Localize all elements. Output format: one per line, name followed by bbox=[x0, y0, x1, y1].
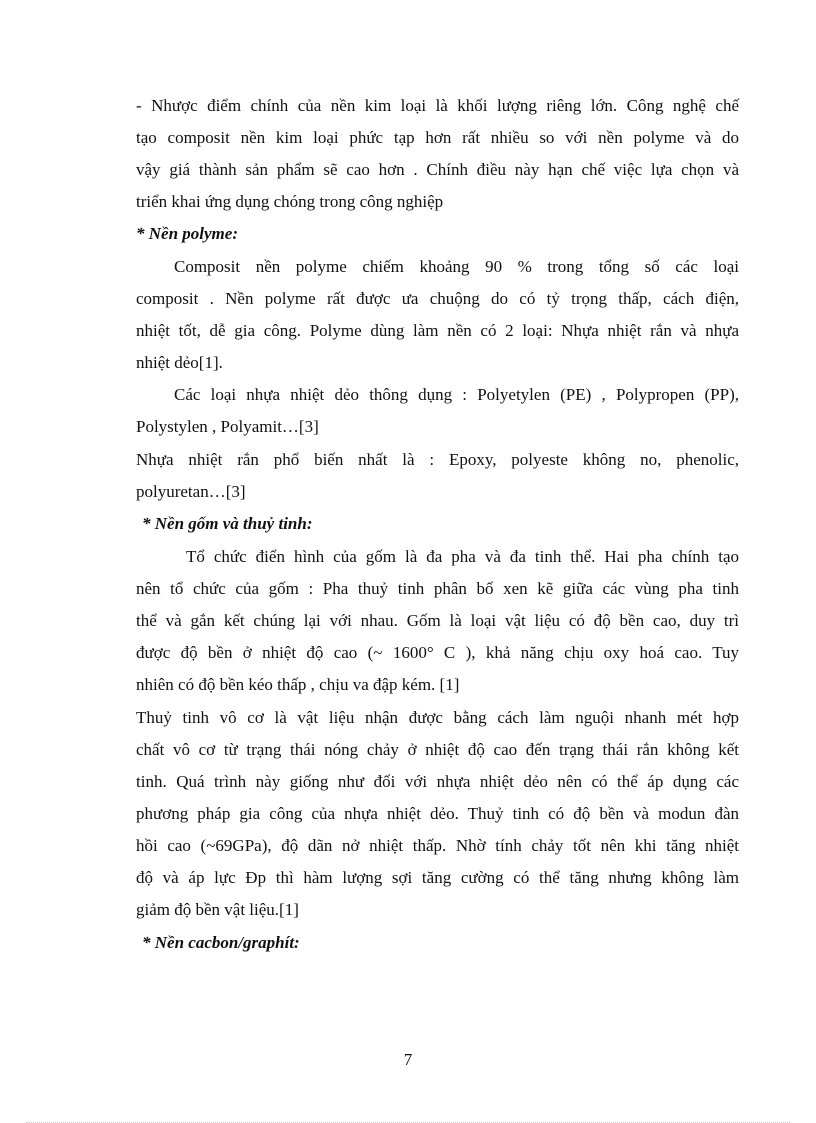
text-line: triển khai ứng dụng chóng trong công nghiệp bbox=[136, 192, 444, 211]
text-line: Các loại nhựa nhiệt dẻo thông dụng : Polyetylen (PE) , Polypropen (PP), bbox=[174, 385, 739, 404]
text-line: nhiệt dẻo[1]. bbox=[136, 353, 223, 372]
text-line: Thuỷ tinh vô cơ là vật liệu nhận được bằng cách làm nguội nhanh mét hợp bbox=[136, 708, 739, 727]
text-line: tạo composit nền kim loại phức tạp hơn rất nhiều so với nền polyme và do bbox=[136, 128, 739, 147]
section-heading: * Nền polyme: bbox=[136, 224, 238, 243]
page-number: 7 bbox=[403, 1050, 413, 1069]
text-line: được độ bền ở nhiệt độ cao (~ 1600° C ), khả năng chịu oxy hoá cao. Tuy bbox=[136, 643, 739, 662]
text-line: độ và áp lực Đp thì hàm lượng sợi tăng cường có thể tăng nhưng không làm bbox=[136, 868, 739, 887]
text-line: tinh. Quá trình này giống như đối với nhựa nhiệt dẻo nên có thể áp dụng các bbox=[136, 772, 739, 791]
text-line: giảm độ bền vật liệu.[1] bbox=[136, 900, 299, 919]
text-line: nhiên có độ bền kéo thấp , chịu va đập kém. [1] bbox=[136, 675, 460, 694]
section-heading: * Nền gốm và thuỷ tinh: bbox=[142, 514, 313, 533]
text-line: vậy giá thành sản phẩm sẽ cao hơn . Chính điều này hạn chế việc lựa chọn và bbox=[136, 160, 739, 179]
text-line: phương pháp gia công của nhựa nhiệt dẻo. Thuỷ tinh có độ bền và modun đàn bbox=[136, 804, 739, 823]
text-line: nhiệt tốt, dễ gia công. Polyme dùng làm nền có 2 loại: Nhựa nhiệt rắn và nhựa bbox=[136, 321, 739, 340]
text-line: polyuretan…[3] bbox=[136, 482, 246, 501]
text-line: Nhựa nhiệt rắn phổ biến nhất là : Epoxy, polyeste không no, phenolic, bbox=[136, 450, 739, 469]
text-line: nên tổ chức của gốm : Pha thuỷ tinh phân bố xen kẽ giữa các vùng pha tinh bbox=[136, 579, 739, 598]
text-line: Tổ chức điển hình của gốm là đa pha và đa tinh thể. Hai pha chính tạo bbox=[186, 547, 739, 566]
text-line: thể và gắn kết chúng lại với nhau. Gốm là loại vật liệu có độ bền cao, duy trì bbox=[136, 611, 739, 630]
text-line: composit . Nền polyme rất được ưa chuộng do có tỷ trọng thấp, cách điện, bbox=[136, 289, 739, 308]
section-heading: * Nền cacbon/graphít: bbox=[142, 933, 300, 952]
text-line: Polystylen , Polyamit…[3] bbox=[136, 417, 319, 436]
text-line: - Nhược điểm chính của nền kim loại là khối lượng riêng lớn. Công nghệ chế bbox=[136, 96, 739, 115]
text-line: chất vô cơ từ trạng thái nóng chảy ở nhiệt độ cao đến trạng thái rắn không kết bbox=[136, 740, 739, 759]
text-line: hồi cao (~69GPa), độ dãn nở nhiệt thấp. Nhờ tính chảy tốt nên khi tăng nhiệt bbox=[136, 836, 739, 855]
text-line: Composit nền polyme chiếm khoảng 90 % trong tổng số các loại bbox=[174, 257, 739, 276]
